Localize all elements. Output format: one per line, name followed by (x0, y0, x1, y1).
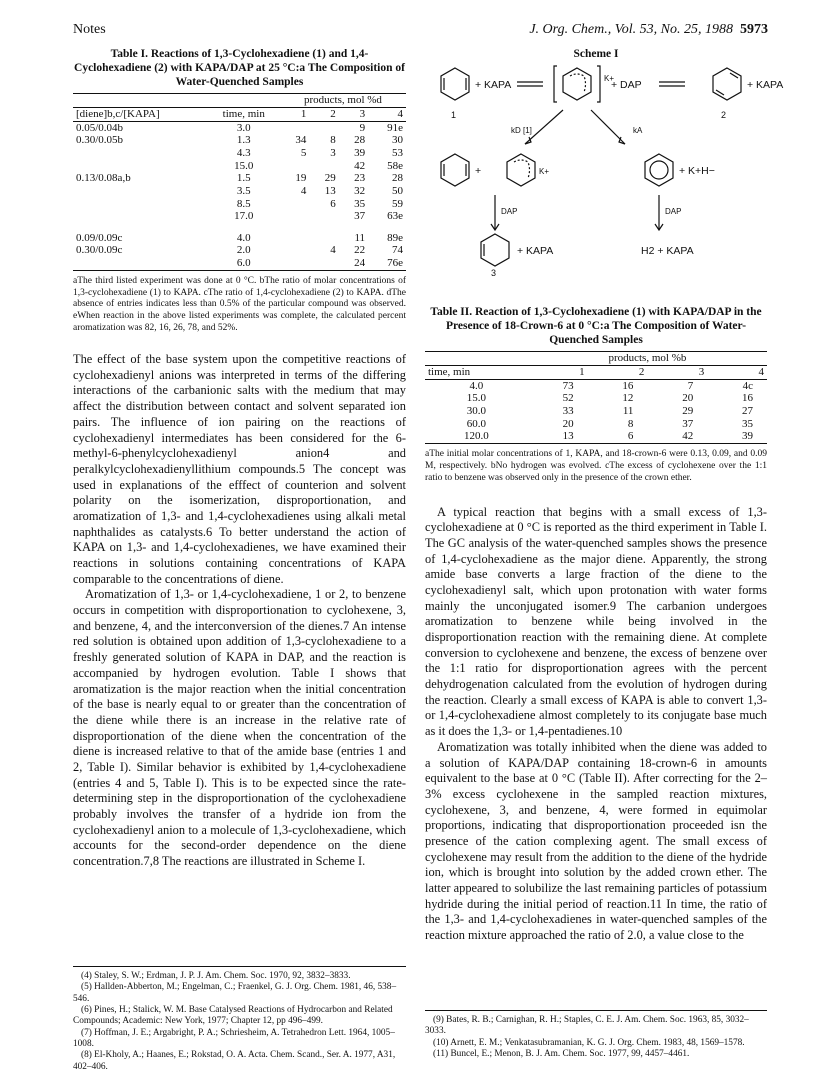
scheme-ka: kA (633, 126, 643, 135)
cyclohexene-3-ring (481, 234, 509, 266)
table-cell: 91e (387, 121, 403, 134)
table-cell: 73 (562, 379, 574, 392)
table-cell (280, 244, 309, 257)
table-cell (73, 160, 208, 173)
table1-column-header: 1 (280, 108, 309, 122)
page-number: 5973 (740, 22, 768, 37)
table2-column-header: 2 (588, 366, 648, 380)
table-row (73, 185, 406, 198)
table-cell: 3.0 (236, 121, 251, 134)
left-body (73, 352, 406, 870)
reference: (10) Arnett, E. M.; Venkatasubramanian, K. G. J. Org. Chem. 1983, 48, 1569–1578. (433, 1037, 745, 1048)
table2 (425, 351, 767, 443)
table-cell (73, 223, 208, 232)
table-cell: 8 (330, 134, 336, 147)
table-cell: 0.30/0.05b (76, 134, 124, 147)
table-cell: 35 (742, 417, 753, 430)
table-cell: 50 (392, 184, 403, 197)
right-references (425, 1010, 767, 1060)
table-cell: 17.0 (234, 210, 254, 223)
table-cell (73, 185, 208, 198)
scheme-khyd: + K+H− (679, 165, 715, 177)
table-cell (309, 223, 338, 232)
table2-group-header: products, mol %b (528, 352, 767, 366)
table-cell: 4.3 (236, 146, 251, 159)
cyclohexadiene-2-ring (713, 68, 741, 100)
scheme-plus: + (475, 165, 482, 177)
table-cell: 6 (588, 430, 648, 443)
table-cell (73, 210, 208, 223)
body-paragraph: Aromatization of 1,3- or 1,4-cyclohexadiene, 1 or 2, to benzene occurs in competition with disproportionation to cyclohexene, 3, and benzene, 4, and the interconversion of the dienes.7 An intense red solution is obtained upon addition of 1,3-cyclohexadiene to a freshly generated solution of KAPA in DAP, and the reaction is accompanied by hydrogen evolution. Table I shows that aromatization is the major reaction when the initial concentration of the base is nearly equal to or greater than the concentration of the diene while there is an increase in the relative rate of disproportionation of the diene when the concentration of the diene is increased relative to that of the amide base (entries 1 and 2, Table I). Similar behavior is exhibited by 1,4-cyclohexadiene (entries 4 and 5, Table I). This is to be expected since the rate-determining step in the disproportionation of the cyclohexadiene probably involves the transfer of a hydride ion from the cyclohexadienyl anion to a molecule of 1,3-cyclohexadiene, which accounts for the second-order dependence on the diene concentration.7,8 The reactions are illustrated in Scheme I. (73, 587, 406, 869)
table-cell (309, 232, 338, 245)
reference: (7) Hoffman, J. E.; Argabright, P. A.; Schriesheim, A. Tetrahedron Lett. 1964, 1005–1008. (73, 1027, 395, 1049)
table-cell (309, 210, 338, 223)
table-cell: 1.3 (236, 134, 251, 147)
table-cell: 27 (742, 404, 753, 417)
table1-column-header: 4 (368, 108, 406, 122)
table-row (73, 147, 406, 160)
left-references (73, 966, 406, 1073)
table-cell (73, 198, 208, 211)
table-cell: 0.09/0.09c (76, 231, 123, 244)
table-cell (309, 257, 338, 270)
cyclohexadienyl-ring-row2 (507, 154, 535, 186)
table-cell (280, 210, 309, 223)
table-cell: 29 (682, 404, 694, 417)
table-cell (280, 160, 309, 173)
table-cell (280, 232, 309, 245)
table-cell: 16 (742, 392, 753, 405)
table-row (425, 430, 767, 443)
reference: (9) Bates, R. B.; Carnighan, R. H.; Staples, C. E. J. Am. Chem. Soc. 1963, 85, 3032–3033. (425, 1015, 749, 1037)
table-cell: 7 (687, 379, 694, 392)
table-cell: 89e (387, 231, 403, 244)
scheme-dap: + DAP (611, 79, 642, 91)
body-paragraph: A typical reaction that begins with a small excess of 1,3-cyclohexadiene at 0 °C is reported as the third experiment in Table I. The GC analysis of the water-quenched samples shows the presence of 1,4-cyclohexadiene as the major diene. Apparently, the strong amide base converts a large fraction of the diene to the cyclohexadienyl salt, which upon protonation with water forms mainly the unconjugated isomer.9 The carbanion undergoes aromatization to benzene while being involved in the disproportionation reaction with the remaining diene. At complete conversion to cyclohexene and benzene, the excess of benzene over the 1:1 ratio for disproportionation agrees with the percent dehydrogenation calculated from the evolution of hydrogen during the reaction. Clearly a small excess of KAPA is able to convert 1,3- or 1,4-cyclohexadiene almost completely to its conjugate base much as it does the 1,3- or 1,4-pentadienes.10 (425, 504, 767, 739)
table1-column-header: 3 (339, 108, 368, 122)
table-cell: 53 (392, 146, 403, 159)
table-cell: 120.0 (425, 430, 528, 443)
table-cell: 42 (354, 159, 366, 172)
table-cell: 16 (622, 379, 634, 392)
table2-column-header: 3 (647, 366, 707, 380)
scheme-label-1: 1 (451, 110, 457, 120)
table-cell: 35 (354, 197, 366, 210)
table-cell: 42 (647, 430, 707, 443)
table-row (73, 210, 406, 223)
table-cell: 13 (324, 184, 336, 197)
table-cell (368, 223, 406, 232)
table-cell: 32 (354, 184, 366, 197)
table-cell (309, 160, 338, 173)
table-cell (339, 223, 368, 232)
table-row (73, 223, 406, 232)
table-cell: 5 (300, 146, 307, 159)
scheme-kapa-3: + KAPA (517, 245, 554, 257)
journal-citation: J. Org. Chem., Vol. 53, No. 25, 1988 (529, 22, 733, 37)
scheme-h2-kapa: H2 + KAPA (641, 245, 694, 257)
reference: (8) El-Kholy, A.; Haanes, E.; Rokstad, O. A. Acta. Chem. Scand., Ser. A. 1977, A31, 402–406. (73, 1050, 396, 1072)
table-cell: 4.0 (469, 379, 484, 392)
table-cell: 39 (707, 430, 767, 443)
table-cell: 20 (682, 392, 694, 405)
scheme-kd: kD [1] (511, 126, 532, 135)
table-row (425, 379, 767, 392)
table1 (73, 93, 406, 270)
table-row (73, 244, 406, 257)
table-cell: 15.0 (466, 392, 487, 405)
table-cell: 11 (622, 404, 634, 417)
table-row (425, 392, 767, 405)
table-cell: 1.5 (236, 172, 251, 185)
table2-column-header: 4 (707, 366, 767, 380)
table-cell: 9 (359, 121, 366, 134)
left-column (73, 48, 406, 1072)
table-row (73, 172, 406, 185)
table-cell: 23 (354, 172, 366, 185)
table-cell: 0.30/0.09c (76, 244, 123, 257)
table-cell: 3 (330, 146, 336, 159)
table-cell: 59 (392, 197, 403, 210)
table-cell: 20 (562, 417, 574, 430)
reaction-scheme (425, 62, 784, 278)
table-cell: 24 (339, 257, 368, 270)
table-cell: 30 (392, 134, 403, 147)
table-cell (280, 121, 309, 134)
table-cell: 60.0 (466, 417, 487, 430)
table-cell: 4c (742, 379, 753, 392)
right-column (425, 48, 784, 1059)
scheme-label-3: 3 (491, 268, 497, 278)
table-cell: 39 (354, 146, 366, 159)
scheme-dap-left: DAP (501, 207, 518, 216)
table-cell (208, 223, 280, 232)
table-cell (280, 223, 309, 232)
cyclohexadiene-1-ring (441, 68, 469, 100)
table-cell: 2.0 (236, 244, 251, 257)
table-cell: 6.0 (208, 257, 280, 270)
scheme-kapa-1: + KAPA (475, 79, 512, 91)
table-row (425, 405, 767, 418)
table-cell (280, 198, 309, 211)
table-row (73, 160, 406, 173)
table-cell (73, 147, 208, 160)
table-cell: 33 (562, 404, 574, 417)
table-row (73, 134, 406, 147)
table-cell: 4 (300, 184, 307, 197)
table-cell: 76e (368, 257, 406, 270)
table-cell: 0.13/0.08a,b (76, 172, 131, 185)
table-row (73, 198, 406, 211)
table-cell: 8 (627, 417, 634, 430)
cyclohexadiene-ring-row2 (441, 154, 469, 186)
table-cell: 22 (354, 244, 366, 257)
scheme-dap-right: DAP (665, 207, 682, 216)
table2-caption: Table II. Reaction of 1,3-Cyclohexadiene (1) with KAPA/DAP in the Presence of 18-Crown-6 at 0 °C:a The Composition of Water-Quenched Samples (430, 306, 762, 346)
table2-column-header: time, min (425, 366, 528, 380)
table-cell: 30.0 (466, 404, 487, 417)
cyclohexadienyl-anion-ring (563, 68, 591, 100)
table-row (73, 121, 406, 134)
scheme-label-2: 2 (721, 110, 727, 120)
table-cell: 74 (392, 244, 403, 257)
table1-column-header: 2 (309, 108, 338, 122)
scheme-title: Scheme I (573, 48, 619, 60)
running-head-section: Notes (73, 22, 106, 37)
table1-footnote: aThe third listed experiment was done at 0 °C. bThe ratio of molar concentrations of 1,3-cyclohexadiene (1) to KAPA. cThe ratio of 1,4-cyclohexadiene (2) to KAPA. dThe absence of entries indicates less than 0.5% of the particular compound was observed. eWhen reaction in the above listed experiments was complete, the calculated percent aromatization was 82, 16, 26, 78, and 52%. (73, 275, 406, 334)
table-row (425, 418, 767, 431)
table-cell: 37 (682, 417, 694, 430)
table-cell: 13 (528, 430, 588, 443)
table-cell: 37 (354, 210, 366, 223)
table-cell: 3.5 (236, 184, 251, 197)
reference: (6) Pines, H.; Stalick, W. M. Base Catalysed Reactions of Hydrocarbon and Related Compounds; Academic: New York, 1977; Chapter 12, pp 496–499. (73, 1004, 393, 1027)
table-cell: 4 (330, 244, 336, 257)
table-cell: 8.5 (236, 197, 251, 210)
table-cell: 15.0 (234, 159, 254, 172)
table1-column-header: time, min (208, 108, 280, 122)
reference: (4) Staley, S. W.; Erdman, J. P. J. Am. Chem. Soc. 1970, 92, 3832–3833. (81, 971, 351, 981)
reference: (11) Buncel, E.; Menon, B. J. Am. Chem. Soc. 1977, 99, 4457–4461. (433, 1048, 690, 1059)
table-cell: 28 (392, 172, 403, 185)
table-row (73, 257, 406, 270)
table1-caption: Table I. Reactions of 1,3-Cyclohexadiene (1) and 1,4-Cyclohexadiene (2) with KAPA/DAP at 25 °C:a The Composition of Water-Quenched Samples (74, 48, 405, 88)
body-paragraph: The effect of the base system upon the competitive reactions of cyclohexadienyl anions was interpreted in terms of the differing interactions of the carbanionic salts with the medium that may affect the distribution between contact and solvent separated ion pairs. The influence of ion pairing on the reactions of cyclohexadienyl intermediates has been considered for the 6-methyl-6-phenylcyclohexadienyl anion4 and peralkylcyclohexadienyllithium compounds.5 The concept was used in explanations of the efffect of counterion and solvent polarity on the isomerization, disproportionation, and aromatization of 1,3- and 1,4-cyclohexadienes using alkali metal naphthalides as catalysts.6 To better understand the action of KAPA on 1,3- and 1,4-cyclohexadienes, we have examined their reactions in solutions containing concentrations of KAPA comparable to the concentrations of diene. (73, 352, 406, 586)
body-paragraph: Aromatization was totally inhibited when the diene was added to a solution of KAPA/DAP containing 18-crown-6 in amounts equivalent to the base at 0 °C (Table II). After correcting for the 2–3% excess cyclohexene in the sampled reaction mixtures, cyclohexene, 3, and benzene, 4, were formed in equimolar proportions, indicating that disproportionation proceeded isn the presence of the cation complexing agent. The small excess of cyclohexene may result from the addition to the diene of the hydride ion, which is brought into solution by the added crown ether. The latter appeared to solubilize the last remaining particles of potassium hydride during the initial period of reaction.11 In time, the ratio of the 1,3- and 1,4-cyclohexadienes in water-quenched samples of the reaction mixture approached the ratio of 2.0, a value close to the (425, 739, 767, 943)
table1-column-header: [diene]b,c/[KAPA] (73, 108, 208, 122)
table-cell: 0.05/0.04b (76, 121, 124, 134)
table-cell (280, 257, 309, 270)
scheme-kapa-2: + KAPA (747, 79, 784, 91)
scheme-k-plus-1: K+ (604, 74, 615, 83)
table-cell: 4.0 (236, 231, 251, 244)
table-cell: 28 (354, 134, 366, 147)
scheme-k-plus-2: K+ (539, 167, 550, 176)
running-head-journal (529, 22, 768, 38)
reference: (5) Hallden-Abberton, M.; Engelman, C.; Fraenkel, G. J. Org. Chem. 1981, 46, 538–546. (73, 982, 397, 1004)
table2-column-header: 1 (528, 366, 588, 380)
table-cell: 19 (295, 172, 307, 185)
table-cell: 58e (387, 159, 403, 172)
table-cell: 63e (387, 210, 403, 223)
table1-group-header: products, mol %d (280, 94, 406, 108)
table-cell: 29 (324, 172, 336, 185)
table-cell: 34 (295, 134, 307, 147)
table-cell (309, 121, 338, 134)
table-row (73, 232, 406, 245)
table2-footnote: aThe initial molar concentrations of 1, KAPA, and 18-crown-6 were 0.13, 0.09, and 0.09 M, respectively. bNo hydrogen was evolved. cThe excess of cyclohexene over the 1:1 ratio to benzene was observed only in the presence of the crown ether. (425, 448, 767, 483)
benzene-ring (645, 154, 673, 186)
table-cell: 11 (354, 231, 366, 244)
table-cell: 12 (622, 392, 634, 405)
table-cell (73, 257, 208, 270)
table-cell: 6 (330, 197, 336, 210)
table-cell: 52 (562, 392, 574, 405)
right-body (425, 505, 767, 944)
